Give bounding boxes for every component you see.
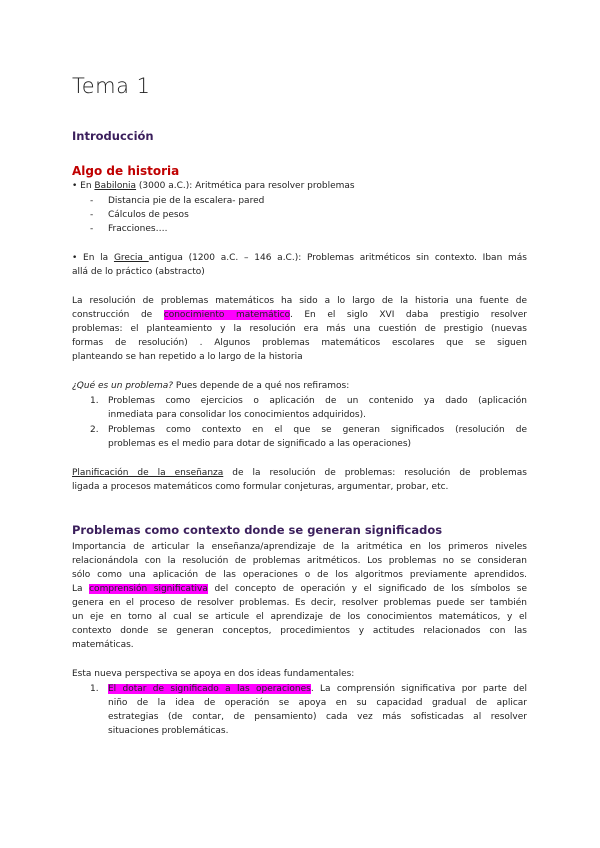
perspective-line: Esta nueva perspectiva se apoya en dos ideas fundamentales: [72,669,355,679]
planning-text: de la resolución de problemas: resolución de problemas [223,468,527,478]
section2-line: relacionándola con la resolución de problemas aritméticos. Los problemas no se consideran [72,556,527,566]
babylon-pre: • En [72,181,95,191]
dash-bullet: - [90,210,94,220]
planning-line: ligada a procesos matemáticos como formular conjeturas, argumentar, probar, etc. [72,482,449,492]
idea-line: situaciones problemáticas. [108,726,229,736]
idea-line: niño de la idea de operación se apoya en su capacidad gradual de aplicar [108,698,527,708]
para1-line: formas de resolución) . Algunos problemas matemáticos escolares que se siguen [72,338,527,348]
highlight-comprension: comprensión significativa [89,584,208,594]
highlight-conocimiento: conocimiento matemático [163,310,290,320]
question-text: ¿Qué es un problema? [72,381,174,391]
planning-line [72,466,527,480]
highlight-dotar: El dotar de significado a las operaciones [108,684,311,694]
para1-line [72,308,527,322]
list-item-line: problemas es el medio para dotar de significado a las operaciones) [108,439,412,449]
para1-line: problemas: el planteamiento y la resolución era más una cuestión de prestigio (nuevas [72,324,527,334]
greece-post: antigua (1200 a.C. – 146 a.C.): Problemas aritméticos sin contexto. Iban más [148,253,527,263]
greece-pre: • En la [72,253,114,263]
section2-line: matemáticas. [72,640,134,650]
babylon-line [72,179,527,193]
section2-line: Importancia de articular la enseñanza/aprendizaje de la aritmética en los primeros niveles [72,542,527,552]
babylon-item: Fracciones…. [108,224,168,234]
babylon-item: Distancia pie de la escalera- pared [108,196,265,206]
section2-text: del concepto de operación y el significado de los símbolos se [207,584,528,594]
list-item-line: inmediata para consolidar los conocimientos adquiridos). [108,410,366,420]
planning-underlined: Planificación de la enseñanza [72,468,224,478]
idea-line [108,682,527,696]
question-rest: Pues depende de a qué nos refiramos: [173,381,350,391]
para1-line: planteando se han repetido a lo largo de la historia [72,352,303,362]
page-title: Tema 1 [72,74,151,98]
greece-line-1 [72,251,527,265]
babylon-post: (3000 a.C.): Aritmética para resolver problemas [136,181,355,191]
list-item-line: Problemas como ejercicios o aplicación de un contenido ya dado (aplicación [108,396,527,406]
history-heading: Algo de historia [72,164,180,178]
babylon-place: Babilonia [94,181,137,191]
question-line [72,379,527,393]
para1-text: construcción de [72,310,164,320]
section2-heading: Problemas como contexto donde se generan significados [72,523,443,537]
para1-text: . En el siglo XVI daba prestigio resolver [289,310,527,320]
list-item-line: Problemas como contexto en el que se generan significados (resolución de [108,425,527,435]
greece-line-2: allá de lo práctico (abstracto) [72,267,205,277]
dash-bullet: - [90,224,94,234]
list-number: 1. [90,396,99,406]
section2-line: contexto donde se generan conceptos, procedimientos y actitudes relacionados con las [72,626,527,636]
idea-line: estrategias (de contar, de pensamiento) cada vez más sofisticadas al resolver [108,712,527,722]
idea-text: . La comprensión significativa por parte del [310,684,527,694]
section2-line: genera en el proceso de resolver problemas. Es decir, resolver problemas puede ser también [72,598,527,608]
dash-bullet: - [90,196,94,206]
section2-line [72,582,527,596]
section2-line: sólo como una aplicación de las operaciones o de los algoritmos previamente aprendidos. [72,570,527,580]
list-number: 1. [90,684,99,694]
para1-line: La resolución de problemas matemáticos ha sido a lo largo de la historia una fuente de [72,296,527,306]
section2-text: La [72,584,90,594]
intro-heading: Introducción [72,129,154,143]
list-number: 2. [90,425,99,435]
section2-line: un eje en torno al cual se articule el aprendizaje de los conocimientos matemáticos, y el [72,612,527,622]
greece-place: Grecia [113,253,149,263]
babylon-item: Cálculos de pesos [108,210,189,220]
